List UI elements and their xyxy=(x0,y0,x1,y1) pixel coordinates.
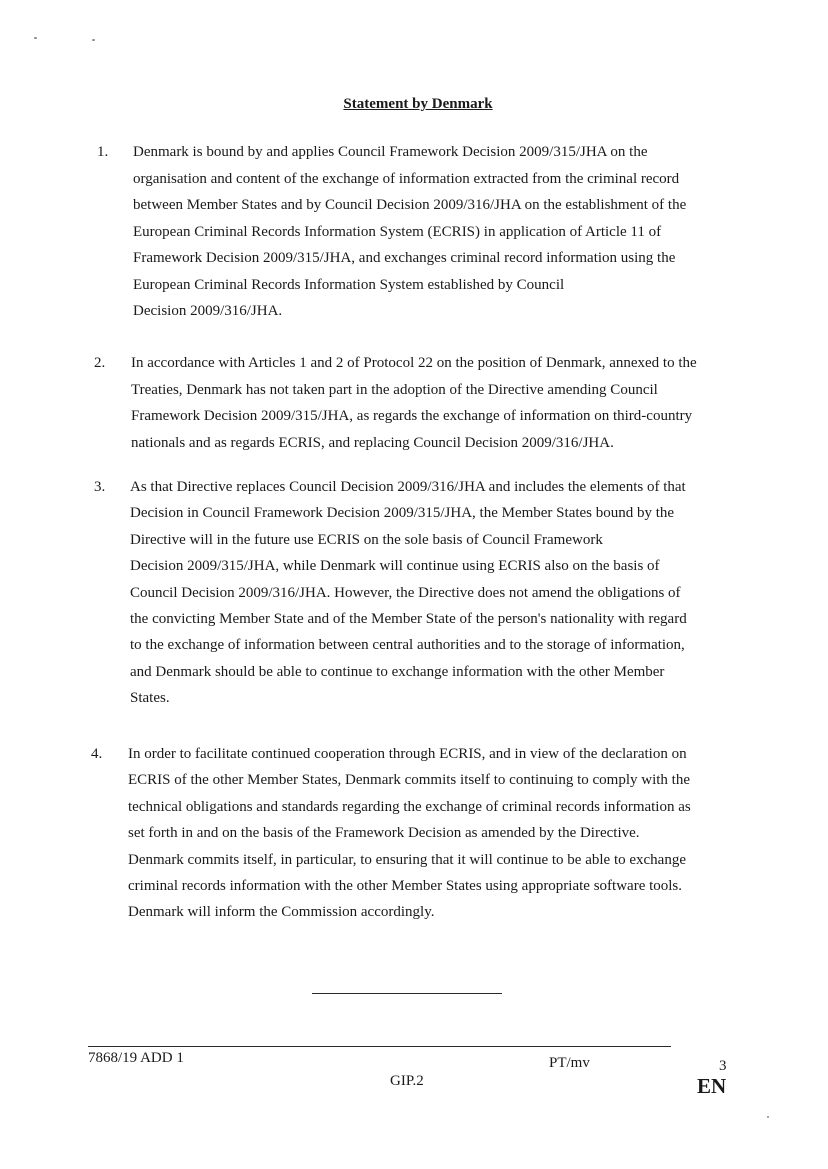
scan-speck xyxy=(767,1116,769,1118)
paragraph-line: Decision 2009/316/JHA. xyxy=(133,303,283,319)
paragraph-line: Decision 2009/315/JHA, while Denmark will continue using ECRIS also on the basis of xyxy=(130,558,660,575)
paragraph-line: Treaties, Denmark has not taken part in the adoption of the Directive amending Council xyxy=(131,381,658,398)
paragraph-line: technical obligations and standards regarding the exchange of criminal records information as xyxy=(128,798,691,815)
paragraph-text xyxy=(133,139,686,325)
paragraph-text xyxy=(128,741,691,926)
document-reference: 7868/19 ADD 1 xyxy=(88,1050,184,1066)
paragraph-number: 3. xyxy=(94,479,106,495)
paragraph-line: Denmark is bound by and applies Council Framework Decision 2009/315/JHA on the xyxy=(133,144,648,160)
paragraph-line: Framework Decision 2009/315/JHA, as regards the exchange of information on third-country xyxy=(131,408,693,424)
paragraph-number: 4. xyxy=(91,746,103,762)
paragraph-line: As that Directive replaces Council Decision 2009/316/JHA and includes the elements of that xyxy=(130,479,686,495)
scan-speck xyxy=(92,39,95,41)
paragraph-line: Council Decision 2009/316/JHA. However, the Directive does not amend the obligations of xyxy=(130,584,681,601)
directorate-code: GIP.2 xyxy=(390,1073,424,1089)
paragraph-line: European Criminal Records Information System established by Council xyxy=(133,276,565,293)
language-code: EN xyxy=(697,1074,727,1098)
paragraph-number: 2. xyxy=(94,355,106,371)
paragraph-line: Denmark will inform the Commission accordingly. xyxy=(128,904,435,921)
paragraph-line: European Criminal Records Information System (ECRIS) in application of Article 11 of xyxy=(133,223,662,240)
paragraph-line: Framework Decision 2009/315/JHA, and exchanges criminal record information using the xyxy=(133,250,676,266)
paragraph-line: set forth in and on the basis of the Framework Decision as amended by the Directive. xyxy=(128,825,640,842)
paragraph-line: ECRIS of the other Member States, Denmark commits itself to continuing to comply with the xyxy=(128,772,690,789)
paragraph-line: In order to facilitate continued cooperation through ECRIS, and in view of the declaration on xyxy=(128,746,687,762)
paragraph-text xyxy=(130,474,687,712)
paragraph-line: Decision in Council Framework Decision 2009/315/JHA, the Member States bound by the xyxy=(130,505,675,522)
document-title: Statement by Denmark xyxy=(343,96,493,112)
paragraph-line: States. xyxy=(130,690,170,707)
paragraph-line: between Member States and by Council Decision 2009/316/JHA on the establishment of the xyxy=(133,197,687,213)
scan-speck xyxy=(34,37,37,39)
paragraph-number: 1. xyxy=(97,144,109,160)
paragraph-line: Denmark commits itself, in particular, to ensuring that it will continue to be able to exchange xyxy=(128,851,686,868)
paragraph-line: criminal records information with the other Member States using appropriate software tools. xyxy=(128,878,683,895)
paragraph-line: Directive will in the future use ECRIS on the sole basis of Council Framework xyxy=(130,531,603,548)
end-of-text-rule xyxy=(312,993,502,994)
paragraph-line: the convicting Member State and of the Member State of the person's nationality with regard xyxy=(130,611,687,628)
paragraph-line: nationals and as regards ECRIS, and replacing Council Decision 2009/316/JHA. xyxy=(131,434,614,451)
paragraph-line: In accordance with Articles 1 and 2 of Protocol 22 on the position of Denmark, annexed to the xyxy=(131,355,697,371)
paragraph-line: to the exchange of information between central authorities and to the storage of information, xyxy=(130,637,685,654)
author-initials: PT/mv xyxy=(549,1055,590,1071)
paragraph-line: and Denmark should be able to continue to exchange information with the other Member xyxy=(130,663,665,680)
footer-rule xyxy=(88,1046,671,1047)
paragraph-line: organisation and content of the exchange of information extracted from the criminal record xyxy=(133,170,680,187)
paragraph-text xyxy=(131,350,697,456)
page-number: 3 xyxy=(719,1058,727,1074)
